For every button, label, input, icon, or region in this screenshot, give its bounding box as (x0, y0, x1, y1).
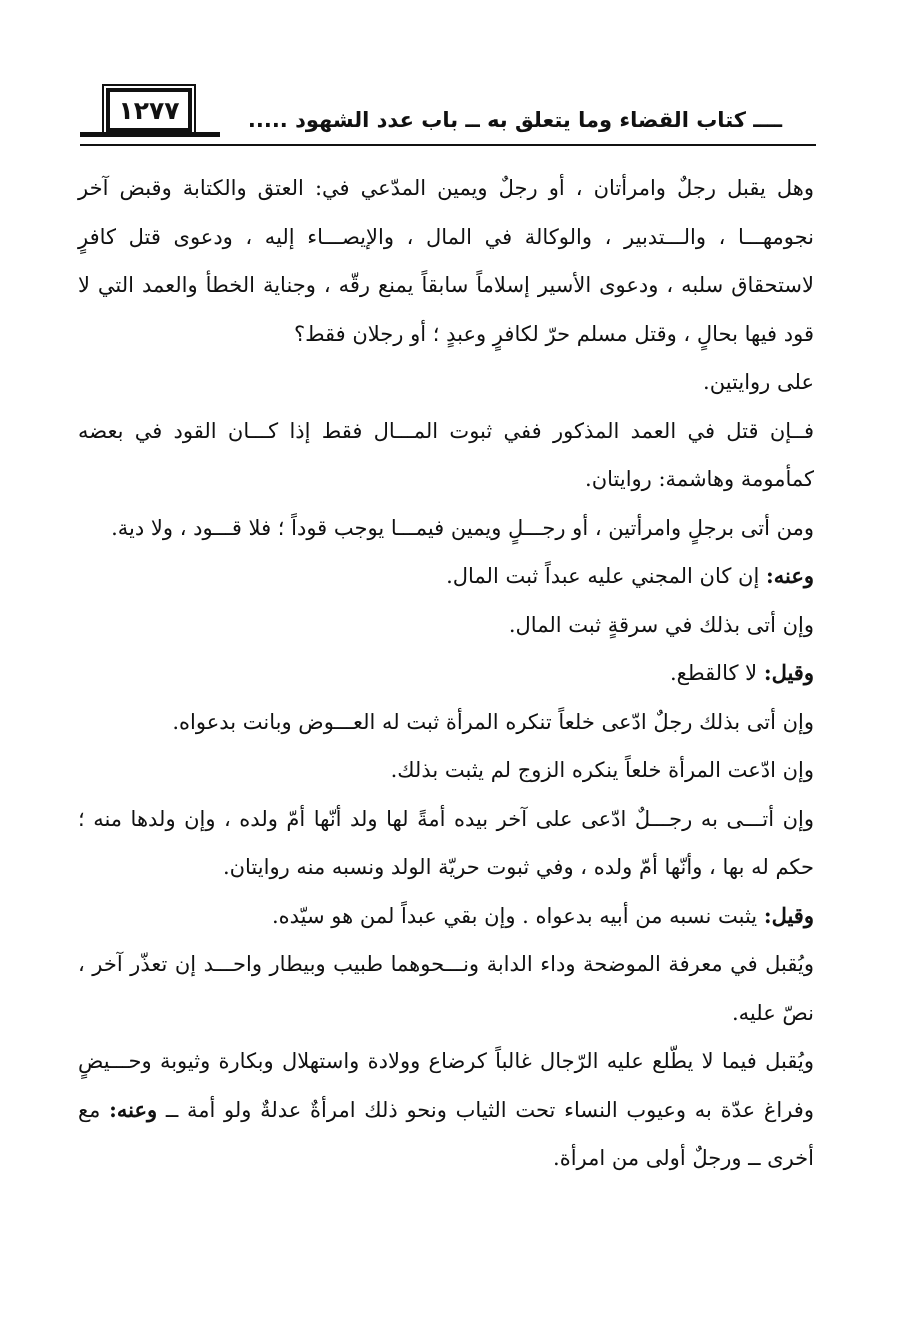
paragraph-text: وإن أتـــى به رجـــلٌ ادّعى على آخر بيده أمةً لها ولد أنّها أمّ ولده ، وإن ولدها منه ؛ حكم له بها ، وأنّها أمّ ولده ، وفي ثبوت حريّة الولد ونسبه منه روايتان. (78, 806, 814, 879)
paragraph-text: مع أخرى ــ ورجلٌ أولى من امرأة. (78, 1097, 814, 1170)
paragraph-label: وقيل: (763, 660, 814, 685)
paragraph-label: وعنه: (109, 1096, 158, 1122)
paragraph-text: إن كان المجني عليه عبداً ثبت المال. (446, 564, 766, 588)
paragraph-text: وإن أتى بذلك رجلٌ ادّعى خلعاً تنكره المرأة ثبت له العـــوض وبانت بدعواه. (172, 709, 814, 734)
paragraph-label: وقيل: (763, 902, 814, 928)
paragraph-text: ويُقبل فيما لا يطّلع عليه الرّجال غالباً كرضاع وولادة واستهلال وبكارة وثيوبة وحـــيضٍ وفراغ عدّة به وعيوب النساء تحت الثياب ونحو ذلك امرأةٌ عدلةٌ ولو أمة ــ (78, 1049, 814, 1122)
paragraph-text: وهل يقبل رجلٌ وامرأتان ، أو رجلٌ ويمين المدّعي في: العتق والكتابة وقبض آخر نجومهـــا ، والـــتدبير ، والوكالة في المال ، والإيصـــاء إليه ، ودعوى قتل كافرٍ لاستحقاق سلبه ، ودعوى الأسير إسلاماً سابقاً يمنع رقّه ، وجناية الخطأ والعمد التي لا قود فيها بحالٍ ، وقتل مسلم حرّ لكافرٍ وعبدٍ ؛ أو رجلان فقط؟ (78, 176, 814, 346)
paragraph-1 (78, 164, 814, 358)
paragraph-text: على روايتين. (703, 370, 814, 394)
paragraph-4 (78, 504, 814, 553)
page-body (78, 164, 814, 1183)
paragraph-8 (78, 698, 814, 747)
paragraph-text: ومن أتى برجلٍ وامرأتين ، أو رجـــلٍ ويمين فيمـــا يوجب قوداً ؛ فلا قـــود ، ولا دية. (111, 515, 814, 540)
paragraph-text: وإن أتى بذلك في سرقةٍ ثبت المال. (508, 612, 814, 637)
paragraph-11 (78, 892, 814, 941)
page-header (80, 88, 816, 158)
paragraph-text: وإن ادّعت المرأة خلعاً ينكره الزوج لم يثبت بذلك. (390, 758, 814, 782)
paragraph-3 (78, 407, 814, 504)
page-number: ١٢٧٧ (106, 88, 192, 132)
paragraph-text: فــإن قتل في العمد المذكور ففي ثبوت المـــال فقط إذا كـــان القود في بعضه كمأمومة وهاشمة: روايتان. (78, 418, 814, 491)
paragraph-text: ويُقبل في معرفة الموضحة وداء الدابة ونـــحوهما طبيب وبيطار واحـــد إن تعذّر آخر ، نصّ عليه. (78, 952, 814, 1025)
paragraph-label: وعنه: (765, 563, 814, 588)
paragraph-text: يثبت نسبه من أبيه بدعواه . وإن بقي عبداً لمن هو سيّده. (271, 903, 764, 928)
paragraph-text: لا كالقطع. (669, 661, 764, 685)
paragraph-2 (78, 358, 814, 407)
paragraph-10 (78, 795, 814, 892)
paragraph-7 (78, 649, 814, 698)
header-rule (80, 144, 816, 146)
paragraph-9 (78, 746, 814, 795)
paragraph-6 (78, 601, 814, 650)
running-title: ــــ كتاب القضاء وما يتعلق به ــ باب عدد الشهود ..... (247, 108, 782, 132)
paragraph-5 (78, 552, 814, 601)
paragraph-12 (78, 940, 814, 1037)
paragraph-13 (78, 1037, 814, 1183)
header-thick-rule (80, 132, 220, 137)
